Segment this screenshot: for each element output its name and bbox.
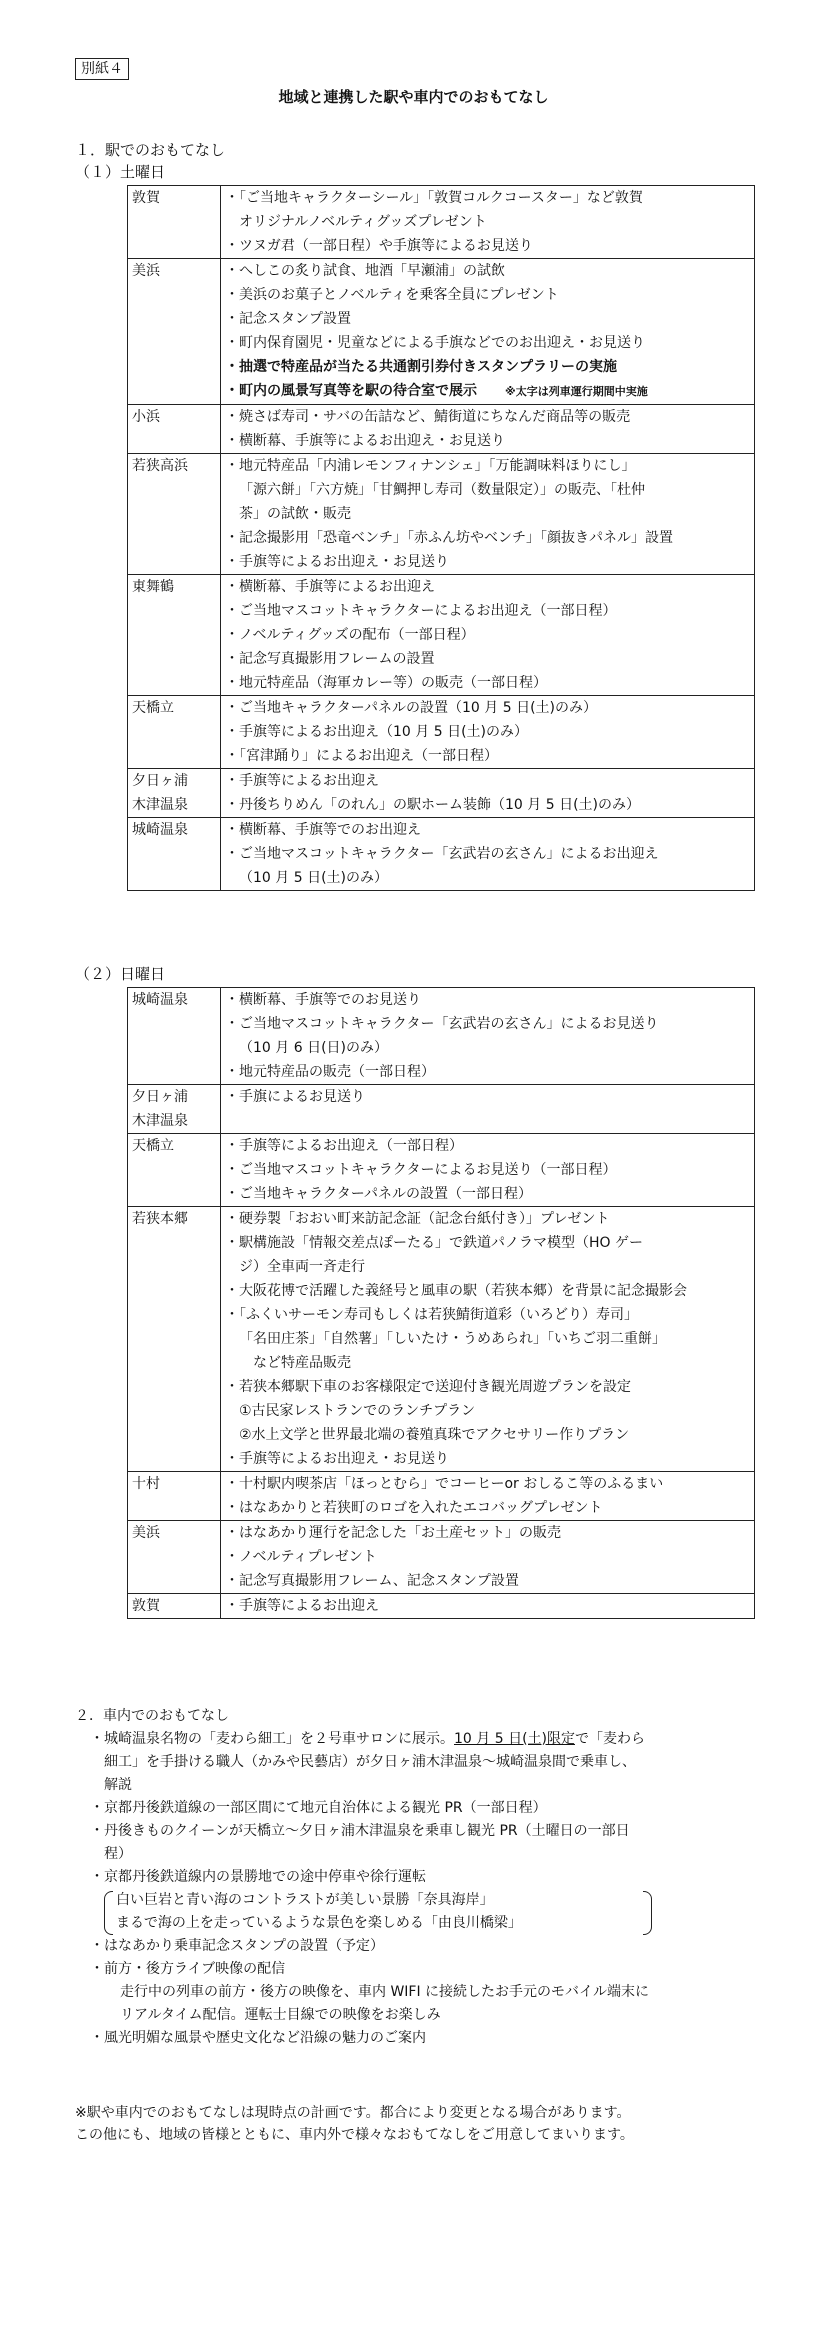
activity-item <box>225 842 750 866</box>
station-name-line: 夕日ヶ浦 <box>132 773 188 789</box>
activity-item <box>225 526 750 550</box>
section2-heading: ２．車内でのおもてなし <box>75 1708 229 1724</box>
station-name <box>128 1472 221 1521</box>
station-name-line: 敦賀 <box>132 1598 160 1614</box>
station-name-line: 十村 <box>132 1476 160 1492</box>
activity-text: ・十村駅内喫茶店「ほっとむら」でコーヒーor おしるこ等のふるまい <box>225 1476 664 1492</box>
schedule-row <box>128 1085 755 1134</box>
section2-onboard <box>75 1705 770 2050</box>
activity-text: ・手旗等によるお出迎え（10 月 5 日(土)のみ） <box>225 724 528 740</box>
activity-text: ・記念撮影用「恐竜ベンチ」「赤ふん坊やベンチ」「顔抜きパネル」設置 <box>225 530 673 546</box>
activity-text: （10 月 6 日(日)のみ） <box>239 1040 388 1056</box>
activity-text: ・手旗等によるお出迎え（一部日程） <box>225 1138 463 1154</box>
activity-text: ・手旗等によるお出迎え <box>225 773 379 789</box>
activity-item <box>225 1569 750 1593</box>
activity-item <box>225 1036 750 1060</box>
activity-item <box>225 988 750 1012</box>
activity-item <box>225 1182 750 1206</box>
station-name-line: 若狭高浜 <box>132 458 188 474</box>
schedule-row <box>128 696 755 769</box>
saturday-table <box>127 185 755 891</box>
activity-item <box>225 1399 750 1423</box>
schedule-row <box>128 988 755 1085</box>
activity-item <box>225 1423 750 1447</box>
station-name <box>128 1134 221 1207</box>
saturday-heading: （１）土曜日 <box>75 163 166 181</box>
station-name <box>128 1521 221 1594</box>
schedule-row <box>128 405 755 454</box>
activity-text: ・横断幕、手旗等でのお出迎え <box>225 822 421 838</box>
activity-item <box>225 1255 750 1279</box>
station-name <box>128 696 221 769</box>
activity-text: ・ご当地キャラクターパネルの設置（一部日程） <box>225 1186 533 1202</box>
activity-text: 茶」の試飲・販売 <box>239 506 351 522</box>
activity-text: ジ）全車両一斉走行 <box>239 1259 365 1275</box>
activity-item <box>225 793 750 817</box>
station-activities <box>221 405 755 454</box>
station-activities <box>221 259 755 405</box>
onboard-item: ・丹後きものクイーンが天橋立～夕日ヶ浦木津温泉を乗車し観光 PR（土曜日の一部日 <box>90 1823 630 1839</box>
left-bracket <box>104 1891 113 1935</box>
activity-text: ・「ふくいサーモン寿司もしくは若狭鯖街道彩（いろどり）寿司」 <box>225 1307 638 1323</box>
activity-item <box>225 1447 750 1471</box>
station-activities <box>221 454 755 575</box>
activity-text: ・地元特産品（海軍カレー等）の販売（一部日程） <box>225 675 547 691</box>
activity-text: ・「ご当地キャラクターシール」「敦賀コルクコースター」など敦賀 <box>225 190 643 206</box>
station-name-line: 天橋立 <box>132 700 174 716</box>
activity-item <box>225 1134 750 1158</box>
sunday-heading: （２）日曜日 <box>75 965 166 983</box>
activity-text: ・駅構施設「情報交差点ぽーたる」で鉄道パノラマ模型（HO ゲー <box>225 1235 643 1251</box>
station-activities <box>221 1472 755 1521</box>
activity-text: ・抽選で特産品が当たる共通割引券付きスタンプラリーの実施 <box>225 359 617 375</box>
right-bracket <box>643 1891 652 1935</box>
station-name-line: 城崎温泉 <box>132 992 188 1008</box>
station-name <box>128 1207 221 1472</box>
station-name <box>128 454 221 575</box>
station-name-line: 若狭本郷 <box>132 1211 188 1227</box>
schedule-row <box>128 1594 755 1619</box>
activity-item <box>225 744 750 768</box>
activity-item <box>225 1327 750 1351</box>
activity-text: （10 月 5 日(土)のみ） <box>239 870 388 886</box>
onboard-item: ・京都丹後鉄道線内の景勝地での途中停車や徐行運転 <box>90 1869 426 1885</box>
footer-line: この他にも、地域の皆様とともに、車内外で様々なおもてなしをご用意してまいります。 <box>75 2127 634 2143</box>
activity-text: ・記念スタンプ設置 <box>225 311 351 327</box>
activity-item <box>225 696 750 720</box>
activity-item <box>225 1521 750 1545</box>
onboard-item: ・はなあかり乗車記念スタンプの設置（予定） <box>90 1938 384 1954</box>
activity-text: ・ご当地マスコットキャラクター「玄武岩の玄さん」によるお出迎え <box>225 846 659 862</box>
activity-item <box>225 1279 750 1303</box>
activity-text: ・横断幕、手旗等でのお見送り <box>225 992 421 1008</box>
sunday-table <box>127 987 755 1619</box>
station-name-line: 天橋立 <box>132 1138 174 1154</box>
activity-item <box>225 1158 750 1182</box>
schedule-row <box>128 1134 755 1207</box>
activity-text: ・ノベルティプレゼント <box>225 1549 377 1565</box>
activity-item <box>225 234 750 258</box>
station-activities <box>221 988 755 1085</box>
activity-item <box>225 307 750 331</box>
station-activities <box>221 1085 755 1134</box>
activity-item <box>225 671 750 695</box>
activity-item <box>225 1375 750 1399</box>
activity-text: ・町内保育園児・児童などによる手旗などでのお出迎え・お見送り <box>225 335 645 351</box>
activity-text: ・はなあかり運行を記念した「お土産セット」の販売 <box>225 1525 561 1541</box>
station-name-line: 美浜 <box>132 1525 160 1541</box>
activity-text: ・手旗等によるお出迎え・お見送り <box>225 554 449 570</box>
activity-text: ・はなあかりと若狭町のロゴを入れたエコバッグプレゼント <box>225 1500 603 1516</box>
activity-text: ・へしこの炙り試食、地酒「早瀬浦」の試飲 <box>225 263 505 279</box>
station-activities <box>221 818 755 891</box>
station-activities <box>221 186 755 259</box>
annex-label: 別紙４ <box>75 58 129 80</box>
activity-item <box>225 1496 750 1520</box>
activity-text: ・若狭本郷駅下車のお客様限定で送迎付き観光周遊プランを設定 <box>225 1379 631 1395</box>
activity-item <box>225 283 750 307</box>
activity-text: ・ご当地マスコットキャラクターによるお出迎え（一部日程） <box>225 603 617 619</box>
schedule-row <box>128 454 755 575</box>
schedule-row <box>128 1521 755 1594</box>
activity-item <box>225 405 750 429</box>
activity-text: ・「宮津踊り」によるお出迎え（一部日程） <box>225 748 498 764</box>
activity-item <box>225 1207 750 1231</box>
page-title: 地域と連携した駅や車内でのおもてなし <box>278 88 549 106</box>
activity-item <box>225 478 750 502</box>
station-name <box>128 259 221 405</box>
onboard-item-cont: 程） <box>104 1846 132 1862</box>
activity-item <box>225 623 750 647</box>
activity-text: ・記念写真撮影用フレーム、記念スタンプ設置 <box>225 1573 519 1589</box>
station-name <box>128 1085 221 1134</box>
activity-item <box>225 1060 750 1084</box>
station-name <box>128 769 221 818</box>
activity-item <box>225 355 750 379</box>
activity-text: ・手旗によるお見送り <box>225 1089 365 1105</box>
station-name <box>128 1594 221 1619</box>
section1-heading: １．駅でのおもてなし <box>75 141 226 159</box>
activity-text: ・ご当地マスコットキャラクターによるお見送り（一部日程） <box>225 1162 617 1178</box>
activity-text: オリジナルノベルティグッズプレゼント <box>239 214 487 230</box>
activity-item <box>225 1472 750 1496</box>
onboard-item-cont: リアルタイム配信。運転士目線での映像をお楽しみ <box>120 2007 441 2023</box>
scenic-spot: まるで海の上を走っているような景色を楽しめる「由良川橋梁」 <box>116 1915 522 1931</box>
activity-text: ・手旗等によるお出迎え・お見送り <box>225 1451 449 1467</box>
schedule-row <box>128 186 755 259</box>
schedule-row <box>128 259 755 405</box>
activity-item <box>225 550 750 574</box>
activity-item <box>225 429 750 453</box>
activity-item <box>225 454 750 478</box>
station-activities <box>221 1521 755 1594</box>
activity-item <box>225 1012 750 1036</box>
station-name-line: 木津温泉 <box>132 1113 188 1129</box>
activity-text: ・地元特産品の販売（一部日程） <box>225 1064 435 1080</box>
activity-item <box>225 331 750 355</box>
activity-text: ・丹後ちりめん「のれん」の駅ホーム装飾（10 月 5 日(土)のみ） <box>225 797 640 813</box>
station-name-line: 美浜 <box>132 263 160 279</box>
onboard-item: ・風光明媚な風景や歴史文化など沿線の魅力のご案内 <box>90 2030 426 2046</box>
station-name-line: 城崎温泉 <box>132 822 188 838</box>
activity-text: ・ご当地マスコットキャラクター「玄武岩の玄さん」によるお見送り <box>225 1016 659 1032</box>
activity-text: ・ツヌガ君（一部日程）や手旗等によるお見送り <box>225 238 533 254</box>
station-name-line: 木津温泉 <box>132 797 188 813</box>
station-name <box>128 575 221 696</box>
activity-text: など特産品販売 <box>253 1355 351 1371</box>
activity-item <box>225 720 750 744</box>
scenic-spots-bracket <box>104 1889 652 1935</box>
station-activities <box>221 1207 755 1472</box>
activity-text: 「名田庄茶」「自然薯」「しいたけ・うめあられ」「いちご羽二重餅」 <box>239 1331 666 1347</box>
activity-item <box>225 186 750 210</box>
station-name <box>128 186 221 259</box>
activity-item <box>225 647 750 671</box>
activity-text: ②水上文学と世界最北端の養殖真珠でアクセサリー作りプラン <box>239 1427 630 1443</box>
activity-item <box>225 1351 750 1375</box>
station-name <box>128 405 221 454</box>
activity-item <box>225 575 750 599</box>
bold-note: ※太字は列車運行期間中実施 <box>505 385 648 398</box>
activity-text: ・ノベルティグッズの配布（一部日程） <box>225 627 475 643</box>
activity-item <box>225 1085 750 1109</box>
activity-item <box>225 769 750 793</box>
activity-item <box>225 599 750 623</box>
activity-item <box>225 210 750 234</box>
station-activities <box>221 1134 755 1207</box>
onboard-item: ・前方・後方ライブ映像の配信 <box>90 1961 286 1977</box>
activity-text: 「源六餅」「六方焼」「甘鯛押し寿司（数量限定）」の販売、「杜仲 <box>239 482 645 498</box>
activity-text: ・ご当地キャラクターパネルの設置（10 月 5 日(土)のみ） <box>225 700 598 716</box>
activity-text: ・大阪花博で活躍した義経号と風車の駅（若狭本郷）を背景に記念撮影会 <box>225 1283 687 1299</box>
footer-note <box>75 2102 775 2146</box>
footer-line: ※駅や車内でのおもてなしは現時点の計画です。都合により変更となる場合があります。 <box>75 2105 631 2121</box>
station-activities <box>221 575 755 696</box>
station-name-line: 敦賀 <box>132 190 160 206</box>
onboard-item-cont: 細工」を手掛ける職人（かみや民藝店）が夕日ヶ浦木津温泉～城崎温泉間で乗車し、 <box>104 1754 636 1770</box>
activity-text: ・記念写真撮影用フレームの設置 <box>225 651 435 667</box>
station-activities <box>221 1594 755 1619</box>
activity-item <box>225 818 750 842</box>
activity-text: ・焼さば寿司・サバの缶詰など、鯖街道にちなんだ商品等の販売 <box>225 409 631 425</box>
station-name <box>128 988 221 1085</box>
station-name-line: 夕日ヶ浦 <box>132 1089 188 1105</box>
activity-text: ・美浜のお菓子とノベルティを乗客全員にプレゼント <box>225 287 559 303</box>
onboard-item-cont: 解説 <box>104 1777 132 1793</box>
activity-item <box>225 502 750 526</box>
scenic-spot: 白い巨岩と青い海のコントラストが美しい景勝「奈具海岸」 <box>116 1892 494 1908</box>
schedule-row <box>128 769 755 818</box>
onboard-item-cont: 走行中の列車の前方・後方の映像を、車内 WIFI に接続したお手元のモバイル端末に <box>120 1984 650 2000</box>
schedule-row <box>128 1207 755 1472</box>
station-name-line: 小浜 <box>132 409 160 425</box>
activity-text: ・手旗等によるお出迎え <box>225 1598 379 1614</box>
station-activities <box>221 696 755 769</box>
schedule-row <box>128 575 755 696</box>
onboard-item: ・城崎温泉名物の「麦わら細工」を２号車サロンに展示。10 月 5 日(土)限定で「麦わら <box>90 1731 645 1747</box>
activity-text: ①古民家レストランでのランチプラン <box>239 1403 476 1419</box>
activity-item <box>225 1545 750 1569</box>
station-name <box>128 818 221 891</box>
activity-item <box>225 1303 750 1327</box>
activity-text: ・横断幕、手旗等によるお出迎え・お見送り <box>225 433 505 449</box>
activity-item <box>225 1231 750 1255</box>
station-activities <box>221 769 755 818</box>
activity-text: ・地元特産品「内浦レモンフィナンシェ」「万能調味料ほりにし」 <box>225 458 636 474</box>
activity-text: ・町内の風景写真等を駅の待合室で展示 <box>225 383 477 399</box>
onboard-item: ・京都丹後鉄道線の一部区間にて地元自治体による観光 PR（一部日程） <box>90 1800 547 1816</box>
schedule-row <box>128 818 755 891</box>
activity-item <box>225 259 750 283</box>
station-name-line: 東舞鶴 <box>132 579 174 595</box>
schedule-row <box>128 1472 755 1521</box>
activity-text: ・硬券製「おおい町来訪記念証（記念台紙付き）」プレゼント <box>225 1211 610 1227</box>
activity-item <box>225 379 750 404</box>
activity-item <box>225 866 750 890</box>
activity-item <box>225 1594 750 1618</box>
activity-text: ・横断幕、手旗等によるお出迎え <box>225 579 435 595</box>
